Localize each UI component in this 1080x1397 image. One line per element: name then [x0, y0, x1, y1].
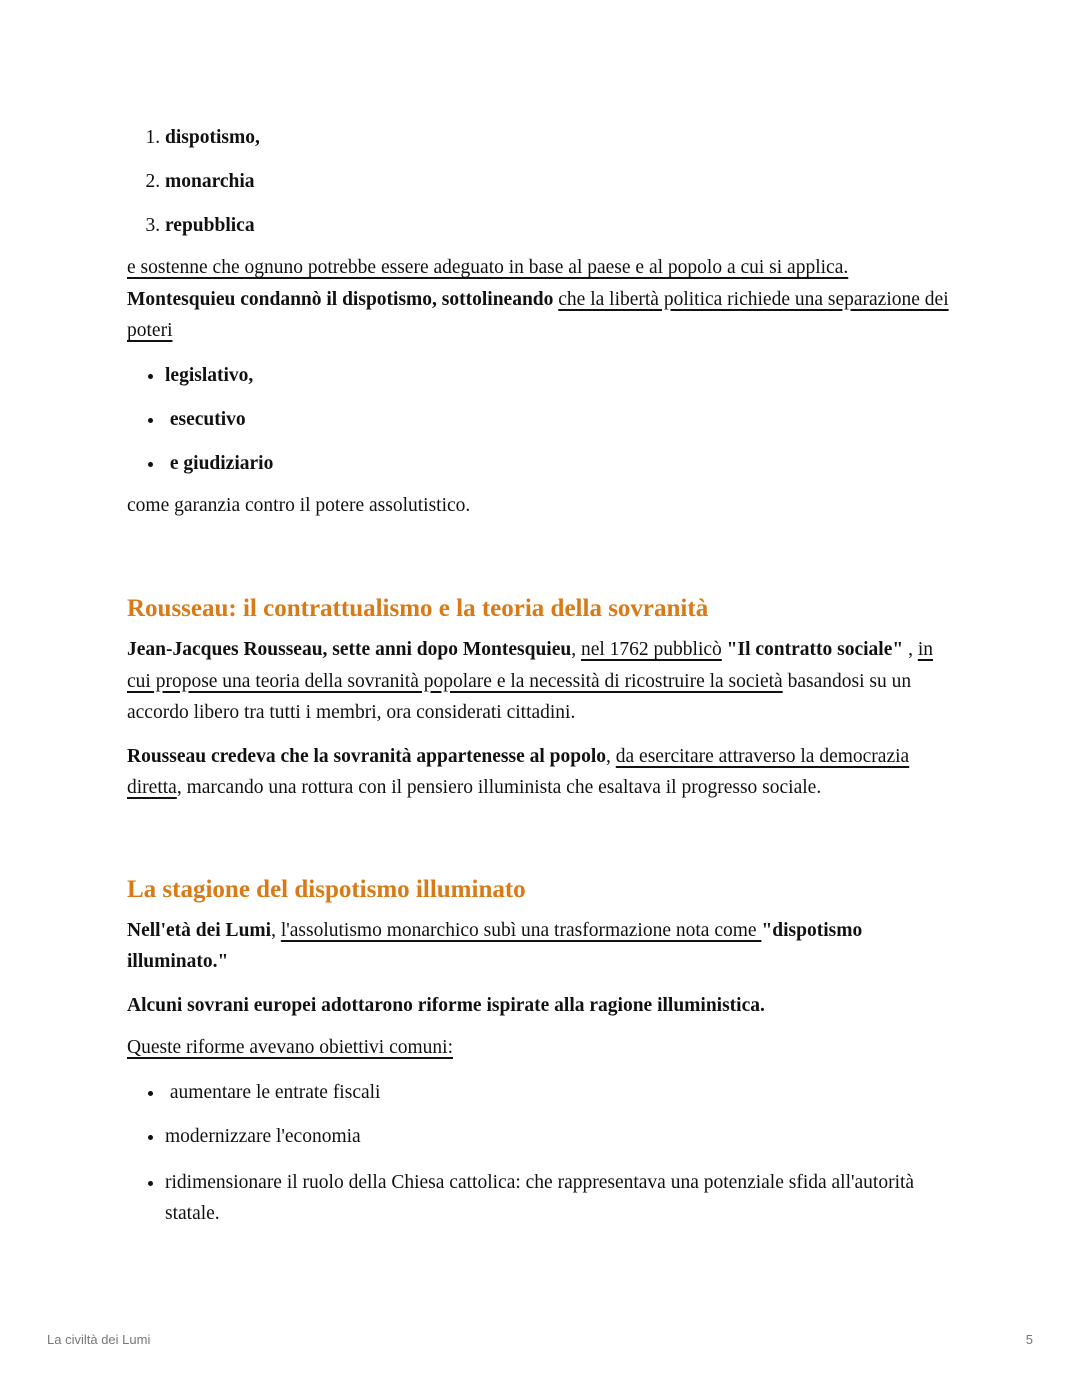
- underlined-text: e sostenne che ognuno potrebbe essere adeguato in base al paese e al popolo a cui si applica.: [127, 257, 849, 278]
- text: ,: [903, 639, 918, 660]
- bold-text: "Il contratto sociale": [721, 639, 904, 660]
- list-item: 2. monarchia: [165, 168, 957, 195]
- bold-text: Nell'età dei Lumi: [127, 919, 272, 941]
- paragraph-dispotismo-2: Alcuni sovrani europei adottarono riforme ispirate alla ragione illuministica.: [127, 994, 765, 1016]
- text: ,: [271, 919, 281, 941]
- text: , marcando una rottura con il pensiero illuminista che esaltava il progresso sociale.: [176, 777, 822, 798]
- powers-list: [127, 362, 957, 477]
- underlined-text: che la libertà politica richiede una separazione dei poteri: [127, 288, 949, 341]
- underlined-text: in cui propose una teoria della sovranità popolare e la necessità di ricostruire la società: [127, 639, 933, 692]
- paragraph-montesquieu: [127, 252, 957, 347]
- paragraph-rousseau-2: [127, 741, 957, 804]
- document-body: [127, 124, 957, 1247]
- list-item: 1. dispotismo,: [165, 124, 957, 151]
- text: ,: [606, 745, 616, 767]
- list-item: 3. repubblica: [165, 212, 957, 239]
- text: basandosi su un accordo libero tra tutti i membri, ora considerati cittadini.: [127, 670, 912, 723]
- list-item: • e giudiziario: [165, 450, 957, 477]
- reform-goals-list: [127, 1079, 957, 1230]
- forms-of-government-list: [127, 124, 957, 239]
- list-item: • modernizzare l'economia: [165, 1123, 957, 1150]
- bold-text: Rousseau credeva che la sovranità appartenesse al popolo: [127, 745, 607, 767]
- text: ,: [571, 639, 581, 660]
- paragraph-rousseau-1: [127, 634, 957, 729]
- paragraph-dispotismo-3: [127, 1032, 957, 1064]
- underlined-text: nel 1762 pubblicò: [580, 639, 722, 660]
- underlined-text: da esercitare attraverso la democrazia diretta: [127, 745, 910, 798]
- list-item: • legislativo,: [165, 362, 957, 389]
- paragraph-guarantee: come garanzia contro il potere assolutistico.: [127, 494, 471, 516]
- bold-text: Jean-Jacques Rousseau, sette anni dopo Montesquieu: [127, 639, 572, 660]
- bold-text: "dispotismo illuminato.": [127, 919, 863, 972]
- section-title-dispotismo: La stagione del dispotismo illuminato: [127, 875, 526, 903]
- section-title-rousseau: Rousseau: il contrattualismo e la teoria della sovranità: [127, 595, 709, 622]
- underlined-text: l'assolutismo monarchico subì una trasformazione nota come: [280, 919, 762, 941]
- paragraph-dispotismo-1: [127, 915, 957, 978]
- page-number: 5: [1025, 1332, 1033, 1347]
- list-item: • aumentare le entrate fiscali: [165, 1079, 957, 1106]
- footer-title: La civiltà dei Lumi: [47, 1332, 151, 1347]
- bold-text: Montesquieu condannò il dispotismo, sottolineando: [127, 288, 554, 310]
- underlined-text: Queste riforme avevano obiettivi comuni:: [127, 1037, 453, 1058]
- list-item: • ridimensionare il ruolo della Chiesa cattolica: che rappresentava una potenziale sfida all'autorità statale.: [165, 1167, 957, 1230]
- list-item: • esecutivo: [165, 406, 957, 433]
